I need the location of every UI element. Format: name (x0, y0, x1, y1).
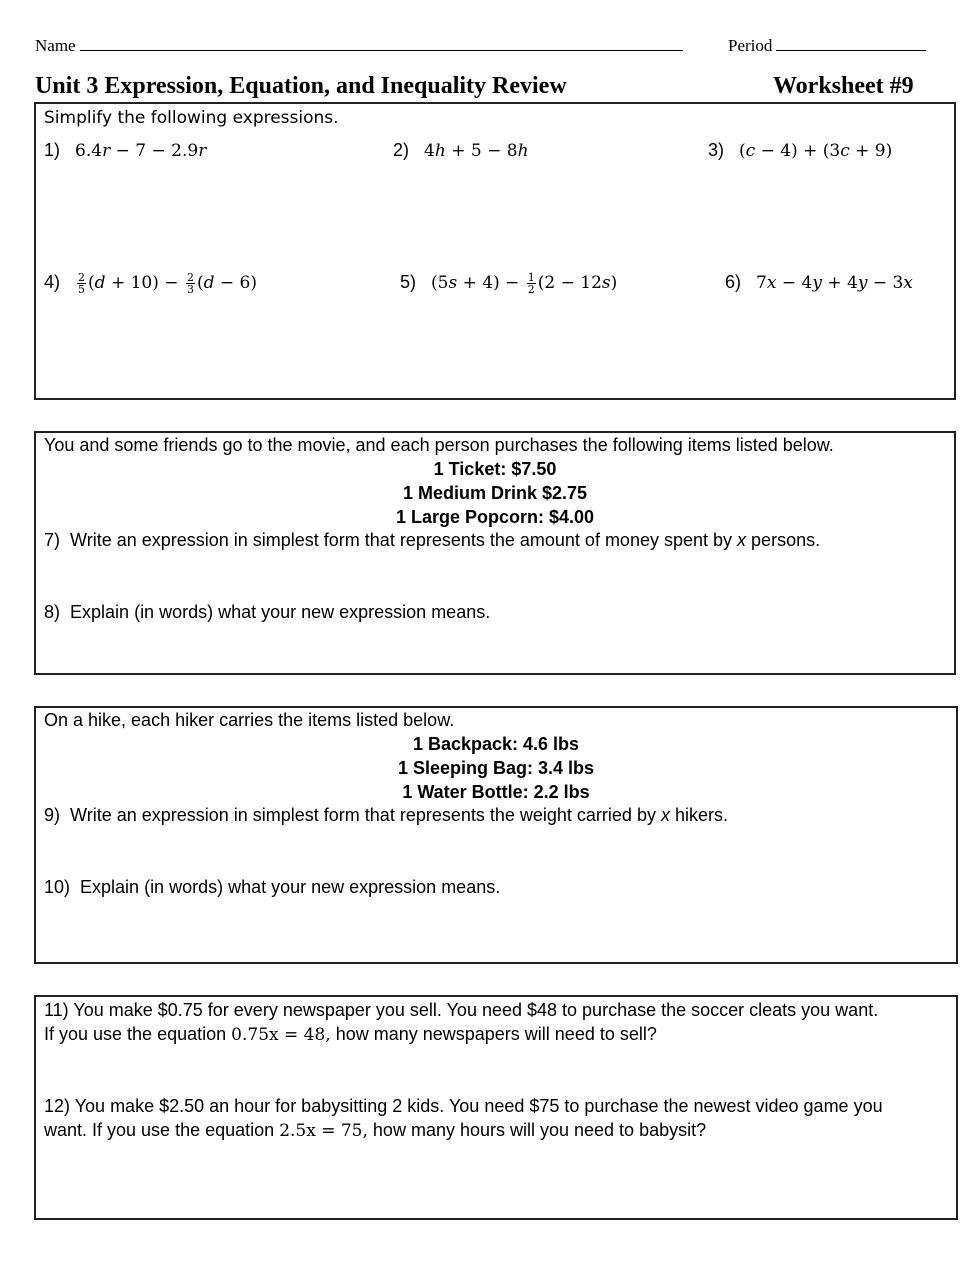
question-12-line-1: 12) You make $2.50 an hour for babysitting 2 kids. You need $75 to purchase the newest video game you (44, 1096, 883, 1116)
problem-number: 1) (44, 140, 61, 160)
period-blank[interactable] (776, 36, 926, 51)
problem-number: 5) (400, 272, 417, 292)
question-number: 10) (44, 877, 71, 897)
question-text: Write an expression in simplest form that represents the weight carried by (70, 805, 656, 825)
question-text: Explain (in words) what your new expression means. (80, 877, 501, 897)
name-field[interactable] (35, 36, 683, 56)
problem-number: 6) (725, 272, 742, 292)
name-blank[interactable] (80, 36, 683, 51)
problem-number: 3) (708, 140, 725, 160)
question-number: 8) (44, 602, 61, 622)
expression-4: $\frac{2}{5}$ (d + 10) − $\frac{2}{3}$ (d − 6) (78, 271, 257, 296)
movie-item-ticket: 1 Ticket: $7.50 (433, 459, 557, 479)
hike-intro: On a hike, each hiker carries the items listed below. (44, 710, 455, 730)
problem-1 (44, 140, 206, 161)
expression-6: 7x − 4y + 4y − 3x (756, 273, 913, 293)
expression-1: 6.4r − 7 − 2.9r (75, 141, 207, 161)
expression-2: 4h + 5 − 8h (424, 141, 529, 161)
question-text: persons. (751, 530, 821, 550)
question-text: Write an expression in simplest form that represents the amount of money spent by (70, 530, 733, 550)
worksheet-number: Worksheet #9 (773, 73, 914, 99)
question-text: If you use the equation (44, 1024, 227, 1044)
question-9 (44, 805, 728, 826)
problem-5 (400, 272, 617, 295)
problem-number: 4) (44, 272, 61, 292)
instructions: Simplify the following expressions. (44, 108, 339, 128)
simplify-section (34, 102, 956, 400)
question-10 (44, 877, 500, 898)
hike-section (34, 706, 958, 964)
problem-number: 2) (393, 140, 410, 160)
movie-item-drink: 1 Medium Drink $2.75 (402, 483, 588, 503)
question-11-line-1: 11) You make $0.75 for every newspaper you sell. You need $48 to purchase the soccer cleats you want. (44, 1000, 879, 1020)
hike-item-water-bottle: 1 Water Bottle: 2.2 lbs (402, 782, 590, 802)
question-7 (44, 530, 820, 551)
movie-intro: You and some friends go to the movie, and each person purchases the following items listed below. (44, 435, 834, 455)
expression-5: (5s + 4) − $\frac{1}{2}$ (2 − 12s) (431, 271, 618, 296)
question-8 (44, 602, 490, 623)
movie-item-popcorn: 1 Large Popcorn: $4.00 (395, 507, 595, 527)
movie-section (34, 431, 956, 675)
question-11-line-2 (44, 1024, 657, 1045)
question-text: Explain (in words) what your new expression means. (70, 602, 491, 622)
equation: 0.75x = 48, (231, 1025, 331, 1045)
hike-item-backpack: 1 Backpack: 4.6 lbs (412, 734, 580, 754)
equation: 2.5x = 75, (279, 1121, 368, 1141)
problem-3 (708, 140, 892, 161)
question-text: how many newspapers will need to sell? (335, 1024, 657, 1044)
question-number: 9) (44, 805, 61, 825)
question-text: hikers. (675, 805, 729, 825)
variable: x (737, 530, 747, 550)
question-number: 7) (44, 530, 61, 550)
period-label: Period (728, 36, 773, 55)
problem-6 (725, 272, 913, 293)
question-text: want. If you use the equation (44, 1120, 275, 1140)
expression-3: (c − 4) + (3c + 9) (739, 141, 893, 161)
problem-4 (44, 272, 257, 295)
hike-item-sleeping-bag: 1 Sleeping Bag: 3.4 lbs (397, 758, 595, 778)
variable: x (660, 805, 670, 825)
problem-2 (393, 140, 529, 161)
period-field[interactable] (728, 36, 926, 56)
question-12-line-2 (44, 1120, 706, 1141)
name-label: Name (35, 36, 76, 55)
question-text: how many hours will you need to babysit? (372, 1120, 707, 1140)
equations-section (34, 995, 958, 1220)
worksheet-title: Unit 3 Expression, Equation, and Inequality Review (35, 73, 567, 99)
